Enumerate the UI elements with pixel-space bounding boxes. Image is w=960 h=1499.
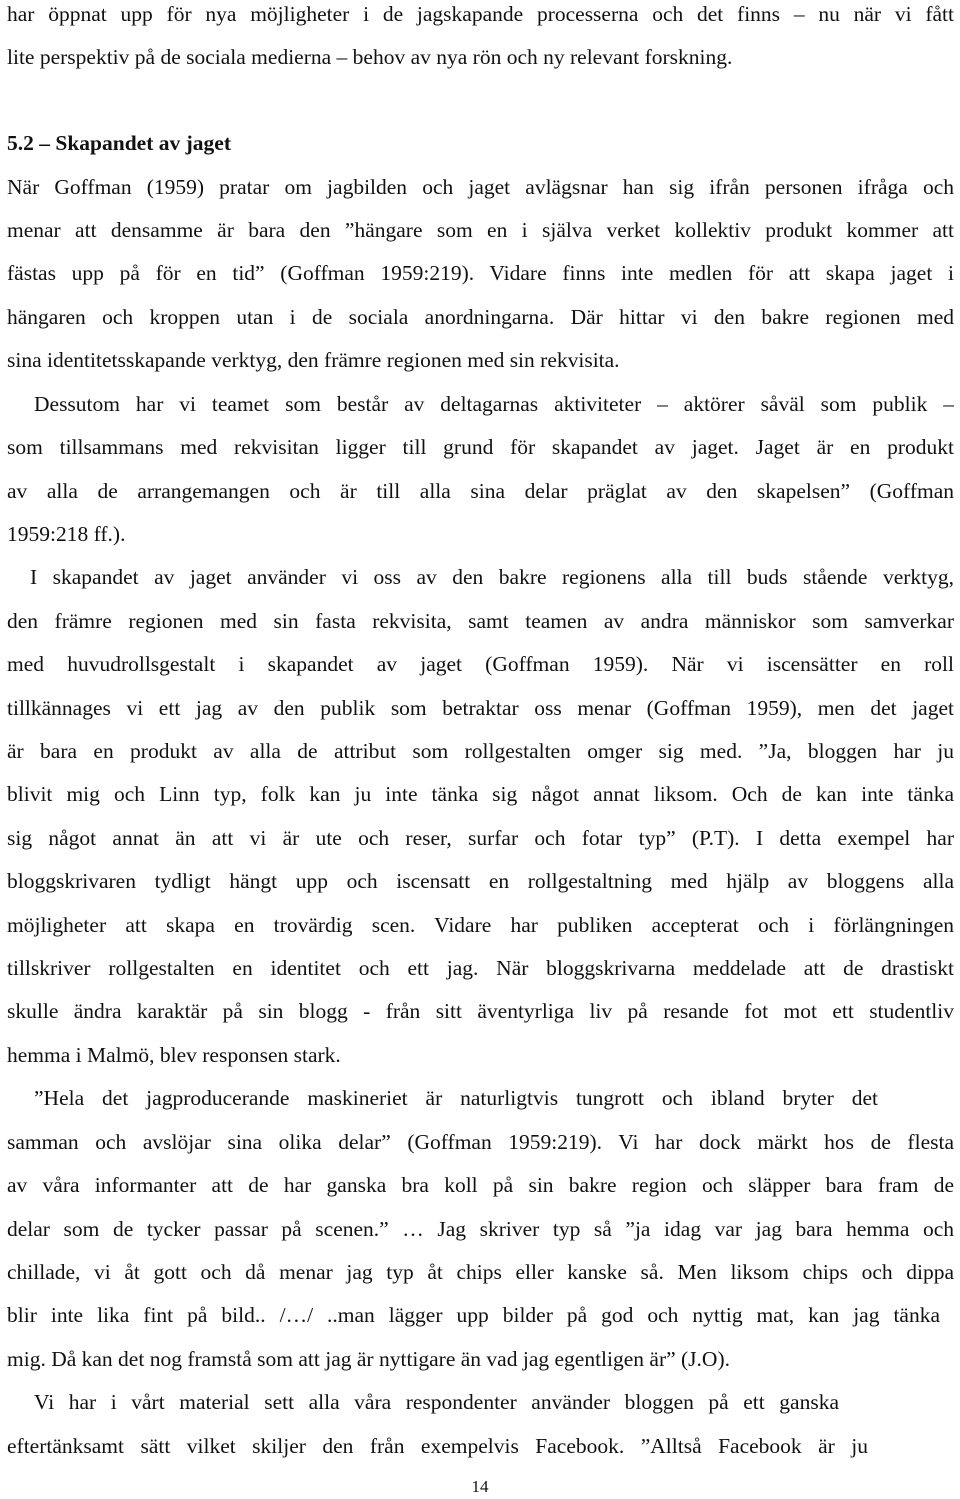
body-line: ”Hela det jagproducerande maskineriet är naturligtvis tungrott och ibland bryter det xyxy=(34,1086,878,1110)
body-line: blivit mig och Linn typ, folk kan ju inte tänka sig något annat liksom. Och de kan inte tänka xyxy=(7,782,954,806)
body-line: tillkännages vi ett jag av den publik som betraktar oss menar (Goffman 1959), men det jaget xyxy=(7,696,954,720)
body-line: samman och avslöjar sina olika delar” (Goffman 1959:219). Vi har dock märkt hos de flesta xyxy=(7,1130,954,1154)
body-line: med huvudrollsgestalt i skapandet av jaget (Goffman 1959). När vi iscensätter en roll xyxy=(7,652,954,676)
body-line: Dessutom har vi teamet som består av deltagarnas aktiviteter – aktörer såväl som publik – xyxy=(34,392,954,416)
body-line: fästas upp på för en tid” (Goffman 1959:219). Vidare finns inte medlen för att skapa jaget i xyxy=(7,261,954,285)
body-line: eftertänksamt sätt vilket skiljer den från exempelvis Facebook. ”Alltså Facebook är ju xyxy=(7,1434,868,1458)
body-line: är bara en produkt av alla de attribut som rollgestalten omger sig med. ”Ja, bloggen har ju xyxy=(7,739,954,763)
section-heading: 5.2 – Skapandet av jaget xyxy=(7,131,231,155)
body-line: blir inte lika fint på bild.. /…/ ..man lägger upp bilder på god och nyttig mat, kan jag tänka xyxy=(7,1303,940,1327)
body-line: tillskriver rollgestalten en identitet och ett jag. När bloggskrivarna meddelade att de drastiskt xyxy=(7,956,954,980)
intro-line-1: har öppnat upp för nya möjligheter i de jagskapande processerna och det finns – nu när vi fått xyxy=(7,2,954,26)
body-line: den främre regionen med sin fasta rekvisita, samt teamen av andra människor som samverkar xyxy=(7,609,954,633)
body-line: 1959:218 ff.). xyxy=(7,522,126,546)
body-line: av alla de arrangemangen och är till alla sina delar präglat av den skapelsen” (Goffman xyxy=(7,479,954,503)
body-line: mig. Då kan det nog framstå som att jag är nyttigare än vad jag egentligen är” (J.O). xyxy=(7,1347,730,1371)
body-line: hemma i Malmö, blev responsen stark. xyxy=(7,1043,341,1067)
intro-line-2: lite perspektiv på de sociala medierna – behov av nya rön och ny relevant forskning. xyxy=(7,45,733,69)
body-line: chillade, vi åt gott och då menar jag typ åt chips eller kanske så. Men liksom chips och dippa xyxy=(7,1260,954,1284)
body-line: hängaren och kroppen utan i de sociala anordningarna. Där hittar vi den bakre regionen med xyxy=(7,305,954,329)
page-number: 14 xyxy=(471,1477,489,1496)
body-line: När Goffman (1959) pratar om jagbilden och jaget avlägsnar han sig ifrån personen ifråga och xyxy=(7,175,954,199)
body-line: I skapandet av jaget använder vi oss av den bakre regionens alla till buds stående verktyg, xyxy=(30,565,954,589)
body-line: möjligheter att skapa en trovärdig scen. Vidare har publiken accepterat och i förlängningen xyxy=(7,913,954,937)
body-line: skulle ändra karaktär på sin blogg - från sitt äventyrliga liv på resande fot mot ett studentliv xyxy=(7,999,954,1023)
body-line: av våra informanter att de har ganska bra koll på sin bakre region och släpper bara fram de xyxy=(7,1173,954,1197)
body-line: Vi har i vårt material sett alla våra respondenter använder bloggen på ett ganska xyxy=(34,1390,839,1414)
body-line: bloggskrivaren tydligt hängt upp och iscensatt en rollgestaltning med hjälp av bloggens alla xyxy=(7,869,954,893)
body-line: sina identitetsskapande verktyg, den främre regionen med sin rekvisita. xyxy=(7,348,620,372)
body-line: delar som de tycker passar på scenen.” … Jag skriver typ så ”ja idag var jag bara hemma och xyxy=(7,1217,954,1241)
body-line: sig något annat än att vi är ute och reser, surfar och fotar typ” (P.T). I detta exempel har xyxy=(7,826,954,850)
body-line: menar att densamme är bara den ”hängare som en i själva verket kollektiv produkt kommer att xyxy=(7,218,954,242)
body-line: som tillsammans med rekvisitan ligger till grund för skapandet av jaget. Jaget är en produkt xyxy=(7,435,954,459)
